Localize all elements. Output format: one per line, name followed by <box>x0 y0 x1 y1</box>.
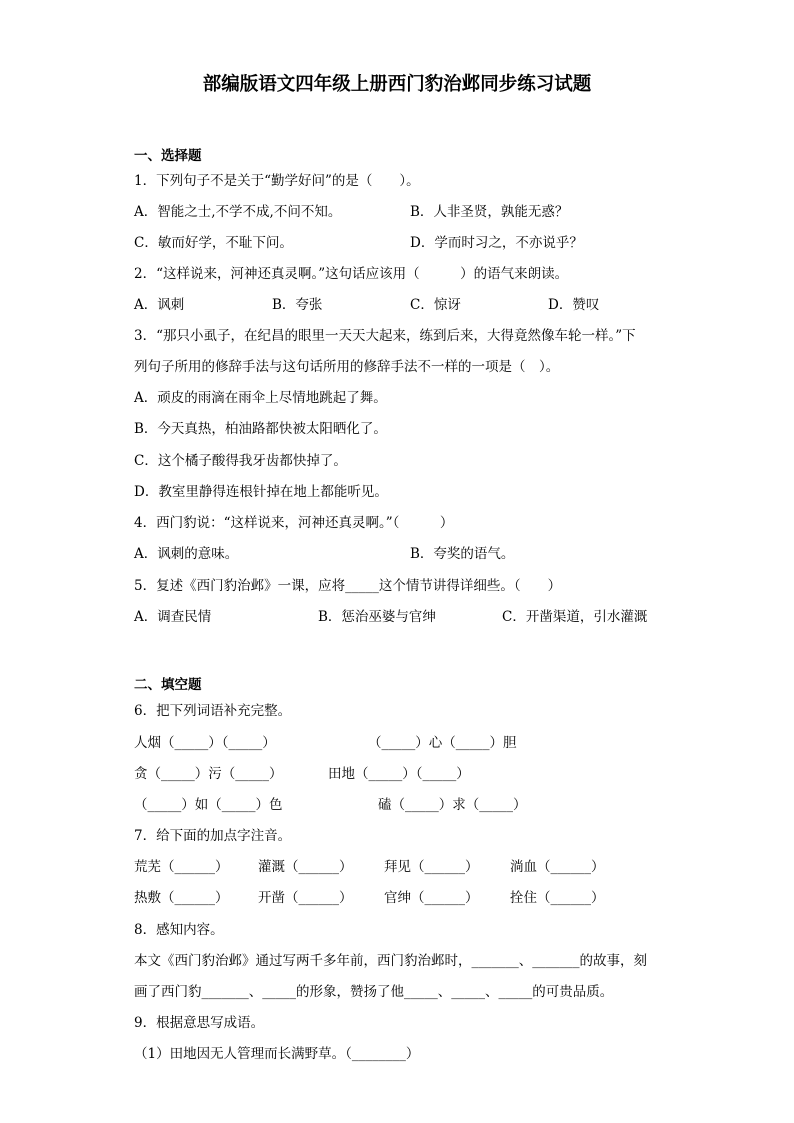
question-2-option-d: D．赞叹 <box>548 297 600 313</box>
page-title: 部编版语文四年级上册西门豹治邺同步练习试题 <box>202 74 592 95</box>
question-4-option-a: A．讽刺的意味。 <box>134 546 239 562</box>
question-2-option-c: C．惊讶 <box>410 297 461 313</box>
question-7-item: 官绅（______） <box>384 890 479 906</box>
question-2-option-b: B．夸张 <box>272 297 323 313</box>
question-9-stem: 9．根据意思写成语。 <box>134 1015 265 1031</box>
question-7-item: 荒芜（______） <box>134 859 229 875</box>
section-heading-choice: 一、选择题 <box>134 148 202 164</box>
question-7-item: 热敷（______） <box>134 890 229 906</box>
question-7-item: 淌血（______） <box>510 859 605 875</box>
question-3-stem-line2: 列句子所用的修辞手法与这句话所用的修辞手法不一样的一项是（ ）。 <box>134 359 560 375</box>
question-6-item-2: （_____）心（_____）胆 <box>368 735 517 751</box>
question-8-line-1: 本文《西门豹治邺》通过写两千多年前，西门豹治邺时，_______、_______的故事，刻 <box>134 953 647 969</box>
question-7-stem: 7．给下面的加点字注音。 <box>134 828 292 844</box>
question-5-option-a: A．调查民情 <box>134 609 212 625</box>
question-6-item-5: （_____）如（_____）色 <box>134 797 283 813</box>
question-1-option-c: C．敏而好学，不耻下问。 <box>134 235 293 251</box>
question-1-stem: 1．下列句子不是关于“勤学好问”的是（ ）。 <box>134 173 420 189</box>
question-8-line-2: 画了西门豹_______、_____的形象，赞扬了他_____、_____、_____的可贵品质。 <box>134 984 614 1000</box>
question-4-stem: 4．西门豹说：“这样说来，河神还真灵啊。”（ ） <box>134 515 454 531</box>
question-5-option-c: C．开凿渠道，引水灌溉 <box>502 609 648 625</box>
question-1-option-a: A．智能之士,不学不成,不问不知。 <box>134 204 342 220</box>
question-6-item-6: 磕（_____）求（_____） <box>378 797 527 813</box>
question-7-item: 灌溉（______） <box>258 859 353 875</box>
section-heading-fill: 二、填空题 <box>134 677 202 693</box>
question-7-item: 拴住（______） <box>510 890 605 906</box>
question-1-option-b: B．人非圣贤，孰能无惑？ <box>410 204 569 220</box>
question-3-option-d: D．教室里静得连根针掉在地上都能听见。 <box>134 484 388 500</box>
question-6-stem: 6．把下列词语补充完整。 <box>134 703 292 719</box>
question-6-item-1: 人烟（_____）（_____） <box>134 735 276 751</box>
question-5-stem: 5．复述《西门豹治邺》一课，应将_____这个情节讲得详细些。（ ） <box>134 578 562 594</box>
question-3-option-b: B．今天真热，柏油路都快被太阳晒化了。 <box>134 421 387 437</box>
question-8-stem: 8．感知内容。 <box>134 922 224 938</box>
question-7-item: 开凿（______） <box>258 890 353 906</box>
question-9-item-1: （1）田地因无人管理而长满野草。（________） <box>134 1046 420 1062</box>
question-6-item-4: 田地（_____）（_____） <box>328 766 470 782</box>
question-3-option-c: C．这个橘子酸得我牙齿都快掉了。 <box>134 453 347 469</box>
question-6-item-3: 贪（_____）污（_____） <box>134 766 283 782</box>
question-4-option-b: B．夸奖的语气。 <box>410 546 515 562</box>
question-1-option-d: D．学而时习之，不亦说乎？ <box>410 235 583 251</box>
question-5-option-b: B．惩治巫婆与官绅 <box>318 609 436 625</box>
question-3-stem-line1: 3．“那只小虱子，在纪昌的眼里一天天大起来，练到后来，大得竟然像车轮一样。”下 <box>134 328 636 344</box>
question-2-stem: 2．“这样说来，河神还真灵啊。”这句话应该用（ ）的语气来朗读。 <box>134 266 569 282</box>
question-7-item: 拜见（______） <box>384 859 479 875</box>
question-2-option-a: A．讽刺 <box>134 297 185 313</box>
question-3-option-a: A．顽皮的雨滴在雨伞上尽情地跳起了舞。 <box>134 390 387 406</box>
